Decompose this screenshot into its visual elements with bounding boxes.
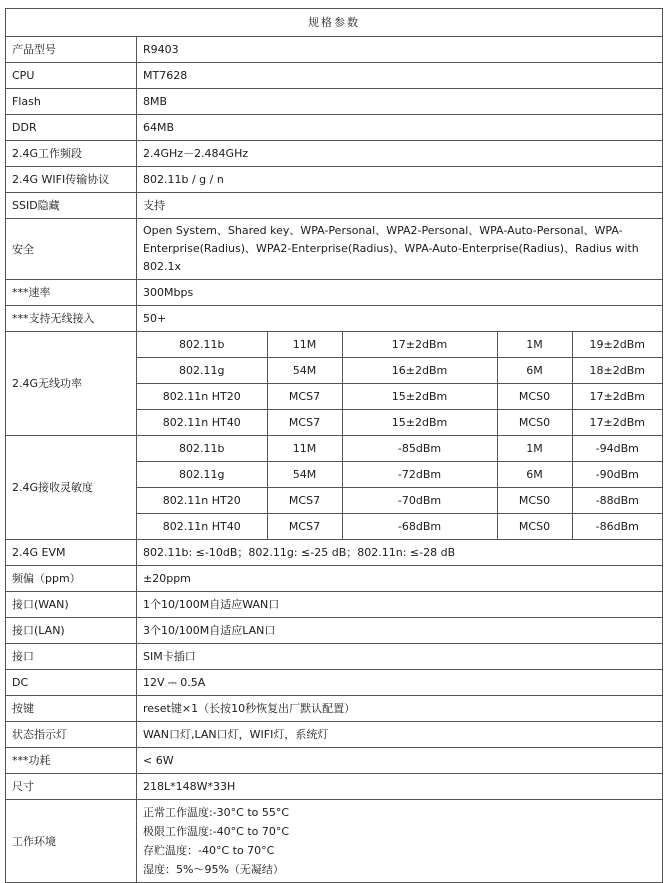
row-value-security: Open System、Shared key、WPA-Personal、WPA2-Personal、WPA-Auto-Personal、WPA-Enterprise(Radius)、WPA2-Enterprise(Radius)、WPA-Auto-Enterprise(Radius)、Radius with 802.1x bbox=[137, 219, 663, 280]
row-label-power: ***功耗 bbox=[6, 748, 137, 774]
row-label-lan: 接口(LAN) bbox=[6, 618, 137, 644]
table-row bbox=[6, 644, 663, 670]
row-label-model: 产品型号 bbox=[6, 37, 137, 63]
row-label-button: 按键 bbox=[6, 696, 137, 722]
row-label-wan: 接口(WAN) bbox=[6, 592, 137, 618]
rx-value-low: -88dBm bbox=[572, 488, 662, 514]
row-label-freq-band: 2.4G工作频段 bbox=[6, 141, 137, 167]
row-value-power: < 6W bbox=[137, 748, 663, 774]
row-value-dc: 12V ⎓ 0.5A bbox=[137, 670, 663, 696]
spec-table bbox=[5, 8, 663, 883]
table-row bbox=[6, 306, 663, 332]
rx-mode: 802.11n HT20 bbox=[137, 488, 267, 514]
tx-power-value-high: 17±2dBm bbox=[342, 332, 497, 358]
table-row bbox=[6, 219, 663, 280]
table-row bbox=[6, 696, 663, 722]
row-value-wifi-protocol: 802.11b / g / n bbox=[137, 167, 663, 193]
row-label-ssid-hidden: SSID隐藏 bbox=[6, 193, 137, 219]
row-value-lan: 3个10/100M自适应LAN口 bbox=[137, 618, 663, 644]
rx-value-low: -90dBm bbox=[572, 462, 662, 488]
row-label-size: 尺寸 bbox=[6, 774, 137, 800]
tx-power-rate-high: MCS7 bbox=[267, 384, 342, 410]
row-value-flash: 8MB bbox=[137, 89, 663, 115]
table-row bbox=[6, 670, 663, 696]
env-line-storage-temp: 存贮温度：-40°C to 70°C bbox=[143, 844, 275, 857]
rx-sensitivity-cell bbox=[137, 436, 663, 540]
tx-power-value-high: 15±2dBm bbox=[342, 410, 497, 436]
rx-sensitivity-row bbox=[137, 514, 662, 540]
table-row bbox=[6, 280, 663, 306]
row-value-ddr: 64MB bbox=[137, 115, 663, 141]
row-label-flash: Flash bbox=[6, 89, 137, 115]
row-label-dc: DC bbox=[6, 670, 137, 696]
rx-value-low: -86dBm bbox=[572, 514, 662, 540]
table-row bbox=[6, 115, 663, 141]
rx-rate-high: 11M bbox=[267, 436, 342, 462]
row-value-ssid-hidden: 支持 bbox=[137, 193, 663, 219]
row-value-model: R9403 bbox=[137, 37, 663, 63]
table-row bbox=[6, 141, 663, 167]
table-row bbox=[6, 193, 663, 219]
row-value-cpu: MT7628 bbox=[137, 63, 663, 89]
row-label-rx-sensitivity: 2.4G接收灵敏度 bbox=[6, 436, 137, 540]
table-row bbox=[6, 592, 663, 618]
row-value-wan: 1个10/100M自适应WAN口 bbox=[137, 592, 663, 618]
rx-sensitivity-row bbox=[137, 436, 662, 462]
tx-power-value-low: 17±2dBm bbox=[572, 410, 662, 436]
row-label-ddr: DDR bbox=[6, 115, 137, 141]
rx-rate-high: MCS7 bbox=[267, 488, 342, 514]
table-row bbox=[6, 722, 663, 748]
tx-power-rate-high: MCS7 bbox=[267, 410, 342, 436]
table-row bbox=[6, 774, 663, 800]
rx-sensitivity-row bbox=[137, 462, 662, 488]
tx-power-mode: 802.11g bbox=[137, 358, 267, 384]
tx-power-cell bbox=[137, 332, 663, 436]
tx-power-rate-low: 1M bbox=[497, 332, 572, 358]
tx-power-value-low: 19±2dBm bbox=[572, 332, 662, 358]
tx-power-mode: 802.11n HT40 bbox=[137, 410, 267, 436]
tx-power-value-high: 15±2dBm bbox=[342, 384, 497, 410]
tx-power-table bbox=[137, 332, 662, 435]
tx-power-value-low: 17±2dBm bbox=[572, 384, 662, 410]
tx-power-rate-low: MCS0 bbox=[497, 410, 572, 436]
row-label-clients: ***支持无线接入 bbox=[6, 306, 137, 332]
row-label-environment: 工作环境 bbox=[6, 800, 137, 883]
row-label-security: 安全 bbox=[6, 219, 137, 280]
rx-value-high: -72dBm bbox=[342, 462, 497, 488]
tx-power-value-low: 18±2dBm bbox=[572, 358, 662, 384]
title-row bbox=[6, 9, 663, 37]
rx-mode: 802.11b bbox=[137, 436, 267, 462]
row-value-leds: WAN口灯,LAN口灯，WIFI灯，系统灯 bbox=[137, 722, 663, 748]
tx-power-value-high: 16±2dBm bbox=[342, 358, 497, 384]
table-row bbox=[6, 89, 663, 115]
rx-value-high: -85dBm bbox=[342, 436, 497, 462]
table-row bbox=[6, 63, 663, 89]
row-value-size: 218L*148W*33H bbox=[137, 774, 663, 800]
table-row bbox=[6, 618, 663, 644]
row-value-evm: 802.11b: ≤-10dB；802.11g: ≤-25 dB；802.11n: ≤-28 dB bbox=[137, 540, 663, 566]
table-row bbox=[6, 540, 663, 566]
rx-sensitivity-row bbox=[137, 488, 662, 514]
tx-power-row bbox=[137, 384, 662, 410]
table-row bbox=[6, 167, 663, 193]
tx-power-mode: 802.11n HT20 bbox=[137, 384, 267, 410]
row-label-freq-offset: 频偏（ppm） bbox=[6, 566, 137, 592]
rx-rate-low: 6M bbox=[497, 462, 572, 488]
row-label-wifi-protocol: 2.4G WIFI传输协议 bbox=[6, 167, 137, 193]
row-value-clients: 50+ bbox=[137, 306, 663, 332]
row-label-port: 接口 bbox=[6, 644, 137, 670]
rx-rate-high: MCS7 bbox=[267, 514, 342, 540]
tx-power-mode: 802.11b bbox=[137, 332, 267, 358]
tx-power-rate-low: MCS0 bbox=[497, 384, 572, 410]
rx-value-high: -68dBm bbox=[342, 514, 497, 540]
row-value-port: SIM卡插口 bbox=[137, 644, 663, 670]
row-label-rate: ***速率 bbox=[6, 280, 137, 306]
rx-mode: 802.11g bbox=[137, 462, 267, 488]
table-row bbox=[6, 436, 663, 540]
row-label-evm: 2.4G EVM bbox=[6, 540, 137, 566]
rx-value-low: -94dBm bbox=[572, 436, 662, 462]
tx-power-rate-high: 54M bbox=[267, 358, 342, 384]
row-label-tx-power: 2.4G无线功率 bbox=[6, 332, 137, 436]
tx-power-rate-high: 11M bbox=[267, 332, 342, 358]
tx-power-rate-low: 6M bbox=[497, 358, 572, 384]
rx-rate-low: 1M bbox=[497, 436, 572, 462]
rx-value-high: -70dBm bbox=[342, 488, 497, 514]
table-row bbox=[6, 332, 663, 436]
row-value-freq-band: 2.4GHz－2.484GHz bbox=[137, 141, 663, 167]
tx-power-row bbox=[137, 410, 662, 436]
rx-mode: 802.11n HT40 bbox=[137, 514, 267, 540]
row-label-leds: 状态指示灯 bbox=[6, 722, 137, 748]
row-value-rate: 300Mbps bbox=[137, 280, 663, 306]
tx-power-row bbox=[137, 358, 662, 384]
env-line-limit-temp: 极限工作温度:-40°C to 70°C bbox=[143, 825, 290, 838]
tx-power-row bbox=[137, 332, 662, 358]
rx-rate-low: MCS0 bbox=[497, 488, 572, 514]
row-value-button: reset键×1（长按10秒恢复出厂默认配置） bbox=[137, 696, 663, 722]
row-label-cpu: CPU bbox=[6, 63, 137, 89]
rx-rate-low: MCS0 bbox=[497, 514, 572, 540]
rx-rate-high: 54M bbox=[267, 462, 342, 488]
table-row bbox=[6, 37, 663, 63]
spec-sheet bbox=[5, 8, 663, 883]
table-title: 规格参数 bbox=[6, 9, 663, 37]
row-value-environment bbox=[137, 800, 663, 883]
env-line-humidity: 湿度：5%～95%（无凝结） bbox=[143, 863, 284, 876]
table-row bbox=[6, 800, 663, 883]
env-line-normal-temp: 正常工作温度:-30°C to 55°C bbox=[143, 806, 290, 819]
table-row bbox=[6, 566, 663, 592]
rx-sensitivity-table bbox=[137, 436, 662, 539]
table-row bbox=[6, 748, 663, 774]
row-value-freq-offset: ±20ppm bbox=[137, 566, 663, 592]
